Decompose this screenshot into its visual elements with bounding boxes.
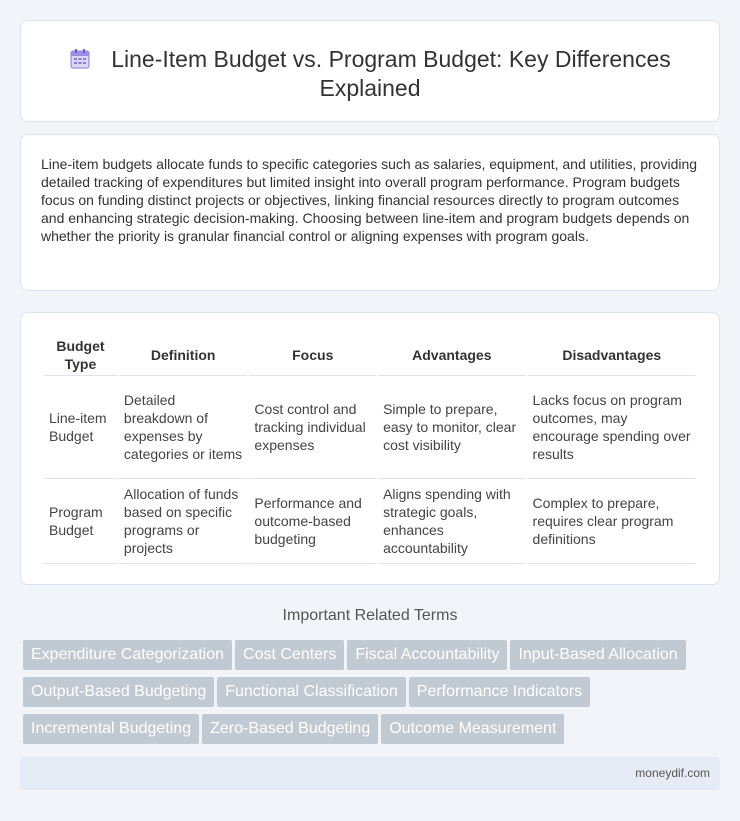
tag-expenditure-categorization[interactable]: Expenditure Categorization xyxy=(23,640,232,670)
header-definition: Definition xyxy=(119,335,248,376)
tag-incremental-budgeting[interactable]: Incremental Budgeting xyxy=(23,714,199,744)
table-cell: Program Budget xyxy=(44,479,117,564)
tag-outcome-measurement[interactable]: Outcome Measurement xyxy=(381,714,564,744)
comparison-table xyxy=(42,335,698,564)
tag-fiscal-accountability[interactable]: Fiscal Accountability xyxy=(347,640,507,670)
header-focus: Focus xyxy=(249,335,376,376)
table-header-row xyxy=(44,335,696,376)
table-cell: Simple to prepare, easy to monitor, clear cost visibility xyxy=(378,376,525,479)
table-row xyxy=(44,376,696,479)
tag-performance-indicators[interactable]: Performance Indicators xyxy=(409,677,590,707)
table-cell: Lacks focus on program outcomes, may encourage spending over results xyxy=(528,376,696,479)
table-row xyxy=(44,479,696,564)
table-cell: Complex to prepare, requires clear program definitions xyxy=(528,479,696,564)
header-advantages: Advantages xyxy=(378,335,525,376)
intro-card xyxy=(20,134,720,291)
related-terms-heading: Important Related Terms xyxy=(282,607,458,624)
tag-zero-based-budgeting[interactable]: Zero-Based Budgeting xyxy=(202,714,378,744)
tag-output-based-budgeting[interactable]: Output-Based Budgeting xyxy=(23,677,214,707)
table-cell: Cost control and tracking individual expenses xyxy=(249,376,376,479)
comparison-table-card xyxy=(20,312,720,585)
table-cell: Line-item Budget xyxy=(44,376,117,479)
tag-cost-centers[interactable]: Cost Centers xyxy=(235,640,344,670)
tag-row xyxy=(23,677,723,714)
table-cell: Aligns spending with strategic goals, enhances accountability xyxy=(378,479,525,564)
tag-functional-classification[interactable]: Functional Classification xyxy=(217,677,406,707)
footer xyxy=(20,757,720,790)
tag-row xyxy=(23,714,723,751)
header-budget-type: Budget Type xyxy=(44,335,117,376)
page-title-wrap xyxy=(21,45,719,103)
table-cell: Allocation of funds based on specific programs or projects xyxy=(119,479,248,564)
table-cell: Detailed breakdown of expenses by categories or items xyxy=(119,376,248,479)
intro-paragraph: Line-item budgets allocate funds to specific categories such as salaries, equipment, and utilities, providing detailed tracking of expenditures but limited insight into overall program performance. Program budgets focus on funding distinct projects or objectives, linking financial resources directly to program outcomes and enhancing strategic decision-making. Choosing between line-item and program budgets depends on whether the priority is granular financial control or aligning expenses with program goals. xyxy=(41,156,698,244)
calendar-icon xyxy=(69,48,91,70)
related-terms-tags xyxy=(23,640,723,751)
header-disadvantages: Disadvantages xyxy=(528,335,696,376)
table-cell: Performance and outcome-based budgeting xyxy=(249,479,376,564)
footer-site-link[interactable]: moneydif.com xyxy=(635,766,710,780)
page-title: Line-Item Budget vs. Program Budget: Key Differences Explained xyxy=(111,46,671,101)
title-card xyxy=(20,20,720,122)
tag-row xyxy=(23,640,723,677)
tag-input-based-allocation[interactable]: Input-Based Allocation xyxy=(510,640,685,670)
